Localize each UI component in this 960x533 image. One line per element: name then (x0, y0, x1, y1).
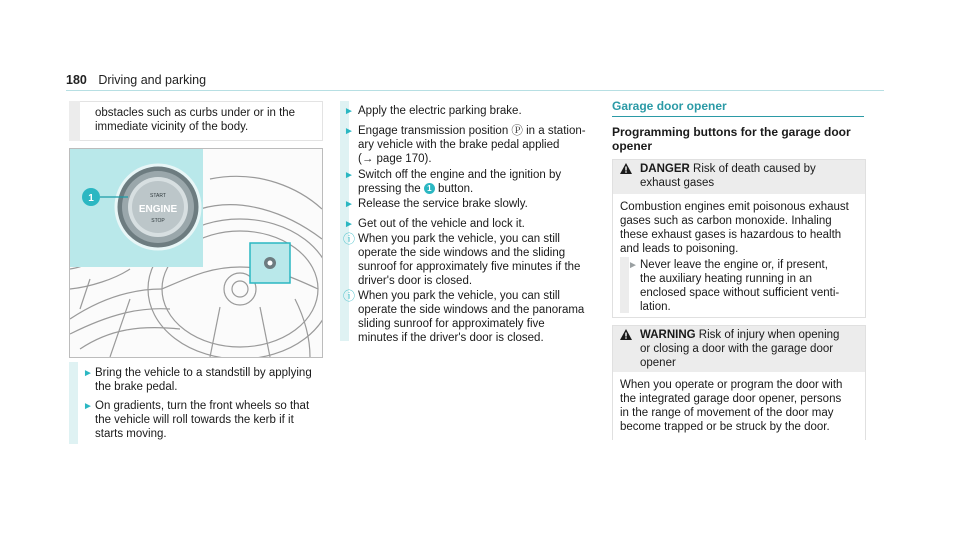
warning-heading-line: or closing a door with the garage door (640, 343, 834, 355)
danger-body-line: and leads to poisoning. (620, 243, 739, 255)
warning-heading-line (640, 328, 862, 342)
danger-body-line: Combustion engines emit poisonous exhaust (620, 201, 849, 213)
section-name: Driving and parking (98, 73, 207, 87)
danger-heading-line (640, 162, 862, 176)
step-item (344, 217, 598, 231)
note-bar (69, 101, 80, 141)
step-item (344, 197, 598, 211)
warning-triangle-icon (620, 163, 632, 174)
start-stop-illustration (69, 148, 323, 358)
danger-step-line: the auxiliary heating running in an (640, 273, 812, 285)
warning-body-line: the integrated garage door opener, persons (620, 393, 842, 405)
step-arrow-icon: ► (344, 219, 354, 230)
note-line: obstacles such as curbs under or in the (95, 107, 296, 119)
danger-heading-line: exhaust gases (640, 177, 715, 189)
step-line: ary vehicle with the brake pedal applied (358, 139, 560, 151)
sub-title-line: opener (612, 139, 653, 153)
info-line: operate the side windows and the sliding (358, 247, 566, 259)
step-item (344, 168, 598, 196)
warning-text: Risk of injury when opening (695, 329, 840, 341)
sub-title (612, 125, 864, 153)
header-rule (66, 90, 884, 91)
warning-body-line: When you operate or program the door with (620, 379, 843, 391)
page-header (66, 73, 206, 87)
info-line: sunroof for approximately five minutes if the (358, 261, 581, 273)
step-arrow-icon: ► (344, 170, 354, 181)
section-title: Garage door opener (612, 99, 727, 113)
info-item (343, 289, 598, 345)
danger-step-line: Never leave the engine or, if present, (640, 259, 828, 271)
step-line: Release the service brake slowly. (358, 198, 528, 210)
note-line: immediate vicinity of the body. (95, 121, 249, 133)
step-line: Get out of the vehicle and lock it. (358, 218, 525, 230)
step-line: the brake pedal. (95, 381, 178, 393)
button-text-stop: STOP (151, 218, 165, 224)
step-arrow-icon: ► (344, 126, 354, 137)
step-line: starts moving. (95, 428, 167, 440)
warning-triangle-icon (620, 329, 632, 340)
warning-heading-line: opener (640, 357, 676, 369)
danger-text: Risk of death caused by (689, 163, 816, 175)
steps-bar (69, 362, 78, 444)
danger-step-line: enclosed space without sufficient venti- (640, 287, 840, 299)
warning-body-line: become trapped or be struck by the door. (620, 421, 830, 433)
step-line: On gradients, turn the front wheels so that (95, 400, 310, 412)
danger-label: DANGER (640, 163, 690, 175)
dashboard-drawing (70, 149, 322, 357)
page-number: 180 (66, 73, 87, 87)
danger-step (628, 258, 862, 314)
sub-title-line: Programming buttons for the garage door (612, 125, 851, 139)
info-icon: ⓘ (343, 232, 356, 246)
step-item (344, 104, 598, 118)
step-arrow-icon: ► (628, 260, 638, 271)
step-line: Bring the vehicle to a standstill by applying (95, 367, 312, 379)
step-text: button. (434, 183, 474, 195)
info-item (343, 232, 598, 288)
warning-label: WARNING (640, 329, 696, 341)
step-arrow-icon: ► (344, 199, 354, 210)
step-line: the vehicle will roll towards the kerb if it (95, 414, 294, 426)
info-line: minutes if the driver's door is closed. (358, 332, 544, 344)
step-item (83, 399, 321, 441)
warning-body (620, 378, 864, 434)
warning-heading (640, 328, 862, 370)
info-line: When you park the vehicle, you can still (358, 290, 560, 302)
danger-body-line: these exhaust gases is hazardous to health (620, 229, 842, 241)
danger-body (620, 200, 864, 256)
step-line: Switch off the engine and the ignition by (358, 169, 562, 181)
step-line: Engage transmission position Ⓟ in a station- (358, 125, 586, 137)
button-text-start: START (150, 193, 166, 199)
step-item (83, 366, 321, 394)
info-icon: ⓘ (343, 289, 356, 303)
danger-step-line: lation. (640, 301, 671, 313)
warning-body-line: in the range of movement of the door may (620, 407, 834, 419)
section-rule (612, 116, 864, 117)
info-line: driver's door is closed. (358, 275, 473, 287)
step-arrow-icon: ► (83, 401, 93, 412)
danger-heading (640, 162, 862, 190)
step-text: pressing the (358, 183, 424, 195)
callout-badge: 1 (424, 183, 435, 194)
step-item (344, 124, 598, 166)
step-arrow-icon: ► (83, 368, 93, 379)
danger-body-line: gases such as carbon monoxide. Inhaling (620, 215, 832, 227)
info-line: sliding sunroof for approximately five (358, 318, 545, 330)
note-text (95, 106, 321, 134)
step-arrow-icon: ► (344, 106, 354, 117)
info-line: operate the side windows and the panorama (358, 304, 585, 316)
step-line (358, 182, 598, 196)
button-text-engine: ENGINE (138, 204, 178, 215)
page-reference-link[interactable]: (→ page 170). (358, 153, 432, 165)
callout-number: 1 (88, 193, 94, 204)
info-line: When you park the vehicle, you can still (358, 233, 560, 245)
step-line: Apply the electric parking brake. (358, 105, 522, 117)
